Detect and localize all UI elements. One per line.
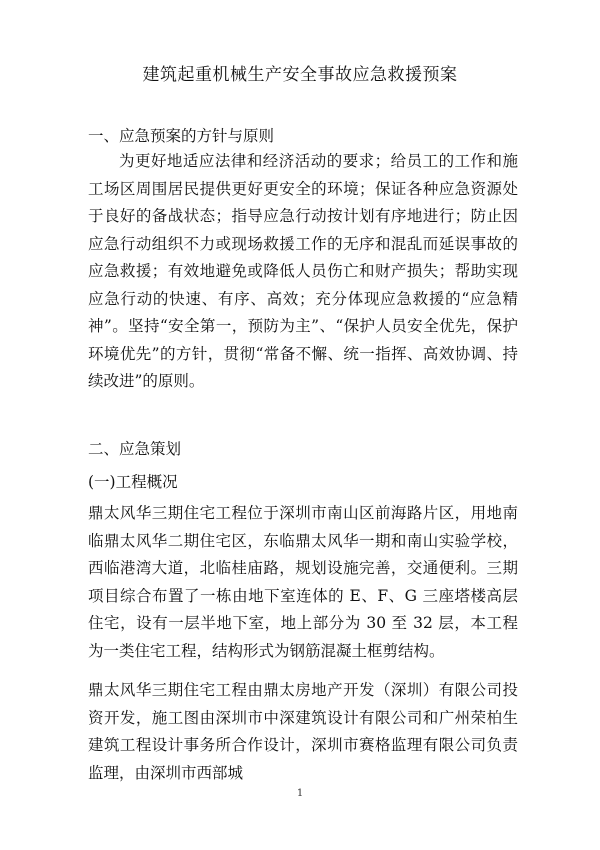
section-heading-planning: 二、应急策划 bbox=[88, 440, 182, 458]
page-number: 1 bbox=[296, 788, 304, 799]
document-title: 建筑起重机械生产安全事故应急救援预案 bbox=[142, 65, 458, 85]
project-overview-paragraph-2: 鼎太风华三期住宅工程由鼎太房地产开发（深圳）有限公司投资开发，施工图由深圳市中深建筑设计有限公司和广州荣柏生建筑工程设计事务所合作设计，深圳市赛格监理有限公司负责监理，由深圳市西部城 bbox=[88, 681, 518, 782]
project-overview-paragraph-1: 鼎太风华三期住宅工程位于深圳市南山区前海路片区，用地南临鼎太风华二期住宅区，东临鼎太风华一期和南山实验学校，西临港湾大道，北临桂庙路，规划设施完善，交通便利。三期项目综合布置了一栋由地下室连体的 E、F、G 三座塔楼高层住宅，设有一层半地下室，地上部分为 30 至 32 层，本工程为一类住宅工程，结构形式为钢筋混凝土框剪结构。 bbox=[88, 504, 518, 660]
section-heading-principles: 一、应急预案的方针与原则 bbox=[88, 127, 275, 145]
principles-paragraph: 为更好地适应法律和经济活动的要求；给员工的工作和施工场区周围居民提供更好更安全的环境；保证各种应急资源处于良好的备战状态；指导应急行动按计划有序地进行；防止因应急行动组织不力或现场救援工作的无序和混乱而延误事故的应急救援；有效地避免或降低人员伤亡和财产损失；帮助实现应急行动的快速、有序、高效；充分体现应急救援的“应急精神”。坚持“安全第一，预防为主”、“保护人员安全优先，保护环境优先”的方针，贯彻“常备不懈、统一指挥、高效协调、持续改进”的原则。 bbox=[88, 152, 518, 390]
subheading-project-overview: (一)工程概况 bbox=[88, 473, 178, 491]
